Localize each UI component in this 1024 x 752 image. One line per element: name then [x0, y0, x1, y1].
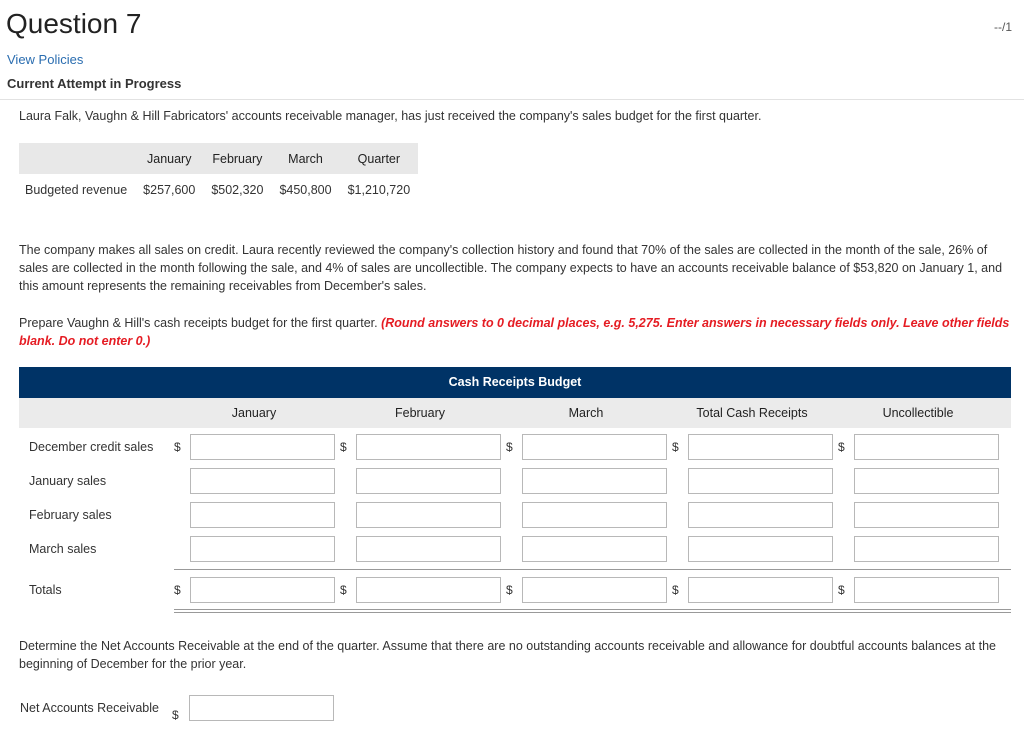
collection-paragraph: The company makes all sales on credit. Laura recently reviewed the company's collection history and found that 70% of the sales are collected in the month of the sale, 26% of sales are collected in the month following the sale, and 4% of sales are uncollectible. The company expects to have an accounts receivable balance of $53,820 on January 1, and this amount represents the remaining receivables from December's sales.: [19, 243, 1003, 293]
feb-january-input[interactable]: [190, 502, 335, 528]
budgeted-revenue-row: [19, 174, 418, 206]
intro-text: Laura Falk, Vaughn & Hill Fabricators' accounts receivable manager, has just received the company's sales budget for the first quarter.: [19, 109, 762, 123]
rounding-instruction: (Round answers to 0 decimal places, e.g. 5,275. Enter answers in necessary fields only. Leave other fields blank. Do not enter 0.): [19, 316, 1010, 348]
totals-march-input[interactable]: [522, 577, 667, 603]
cash-receipts-header-row: [19, 398, 1011, 428]
row-totals: [19, 573, 1011, 607]
dollar-sign: $: [340, 583, 347, 597]
col-header-january: January: [231, 406, 277, 420]
instruction-text: Prepare Vaughn & Hill's cash receipts budget for the first quarter.: [19, 316, 382, 330]
row-label: January sales: [29, 474, 107, 488]
jan-february-input[interactable]: [356, 468, 501, 494]
net-accounts-receivable-row: [20, 694, 334, 722]
dollar-sign: $: [506, 583, 513, 597]
dollar-sign: $: [172, 708, 179, 722]
mar-january-input[interactable]: [190, 536, 335, 562]
dollar-sign: $: [672, 583, 679, 597]
row-label: February sales: [29, 508, 112, 522]
dollar-sign: $: [838, 583, 845, 597]
sales-header-march: March: [271, 143, 339, 174]
row-march-sales: [19, 532, 1011, 566]
sales-header-january: January: [135, 143, 203, 174]
revenue-march: $450,800: [279, 183, 332, 197]
row-january-sales: [19, 464, 1011, 498]
net-ar-input[interactable]: [189, 695, 334, 721]
totals-divider: [174, 569, 1011, 570]
jan-march-input[interactable]: [522, 468, 667, 494]
dec-uncollectible-input[interactable]: [854, 434, 999, 460]
net-ar-paragraph: Determine the Net Accounts Receivable at the end of the quarter. Assume that there are no outstanding accounts receivable and allowance for doubtful accounts balances at the beginning of December for the prior year.: [19, 639, 997, 671]
totals-uncollectible-input[interactable]: [854, 577, 999, 603]
feb-total-input[interactable]: [688, 502, 833, 528]
dec-total-input[interactable]: [688, 434, 833, 460]
totals-february-input[interactable]: [356, 577, 501, 603]
sales-header-february: February: [203, 143, 271, 174]
dollar-sign: $: [340, 440, 347, 454]
revenue-quarter: $1,210,720: [347, 183, 411, 197]
row-february-sales: [19, 498, 1011, 532]
col-header-uncollectible: Uncollectible: [882, 406, 954, 420]
feb-uncollectible-input[interactable]: [854, 502, 999, 528]
double-rule-top: [174, 609, 1011, 610]
mar-uncollectible-input[interactable]: [854, 536, 999, 562]
row-label: Totals: [29, 583, 62, 597]
feb-february-input[interactable]: [356, 502, 501, 528]
dollar-sign: $: [506, 440, 513, 454]
col-header-march: March: [568, 406, 604, 420]
row-december-credit-sales: [19, 430, 1011, 464]
attempt-status: Current Attempt in Progress: [7, 76, 182, 91]
dec-march-input[interactable]: [522, 434, 667, 460]
score-indicator: --/1: [994, 20, 1012, 34]
net-ar-label: Net Accounts Receivable: [20, 701, 159, 715]
instruction-paragraph: [19, 314, 1015, 350]
dollar-sign: $: [838, 440, 845, 454]
totals-january-input[interactable]: [190, 577, 335, 603]
revenue-february: $502,320: [211, 183, 264, 197]
dec-january-input[interactable]: [190, 434, 335, 460]
col-header-total: Total Cash Receipts: [696, 406, 808, 420]
jan-uncollectible-input[interactable]: [854, 468, 999, 494]
row-label: December credit sales: [29, 440, 154, 454]
cash-receipts-budget: [19, 367, 1011, 613]
row-label: March sales: [29, 542, 97, 556]
dollar-sign: $: [174, 440, 181, 454]
sales-header-quarter: Quarter: [340, 143, 419, 174]
sales-header-blank: [19, 143, 135, 174]
mar-march-input[interactable]: [522, 536, 667, 562]
mar-total-input[interactable]: [688, 536, 833, 562]
sales-budget-table: [19, 143, 418, 206]
feb-march-input[interactable]: [522, 502, 667, 528]
double-rule-bottom: [174, 612, 1011, 613]
totals-total-input[interactable]: [688, 577, 833, 603]
col-header-february: February: [394, 406, 446, 420]
question-header: [0, 0, 1024, 100]
revenue-january: $257,600: [143, 183, 196, 197]
cash-receipts-budget-title: Cash Receipts Budget: [19, 367, 1011, 398]
dec-february-input[interactable]: [356, 434, 501, 460]
dollar-sign: $: [174, 583, 181, 597]
jan-january-input[interactable]: [190, 468, 335, 494]
jan-total-input[interactable]: [688, 468, 833, 494]
view-policies-link[interactable]: View Policies: [7, 52, 84, 67]
budgeted-revenue-label: Budgeted revenue: [25, 183, 128, 197]
dollar-sign: $: [672, 440, 679, 454]
mar-february-input[interactable]: [356, 536, 501, 562]
question-title: Question 7: [6, 8, 142, 39]
